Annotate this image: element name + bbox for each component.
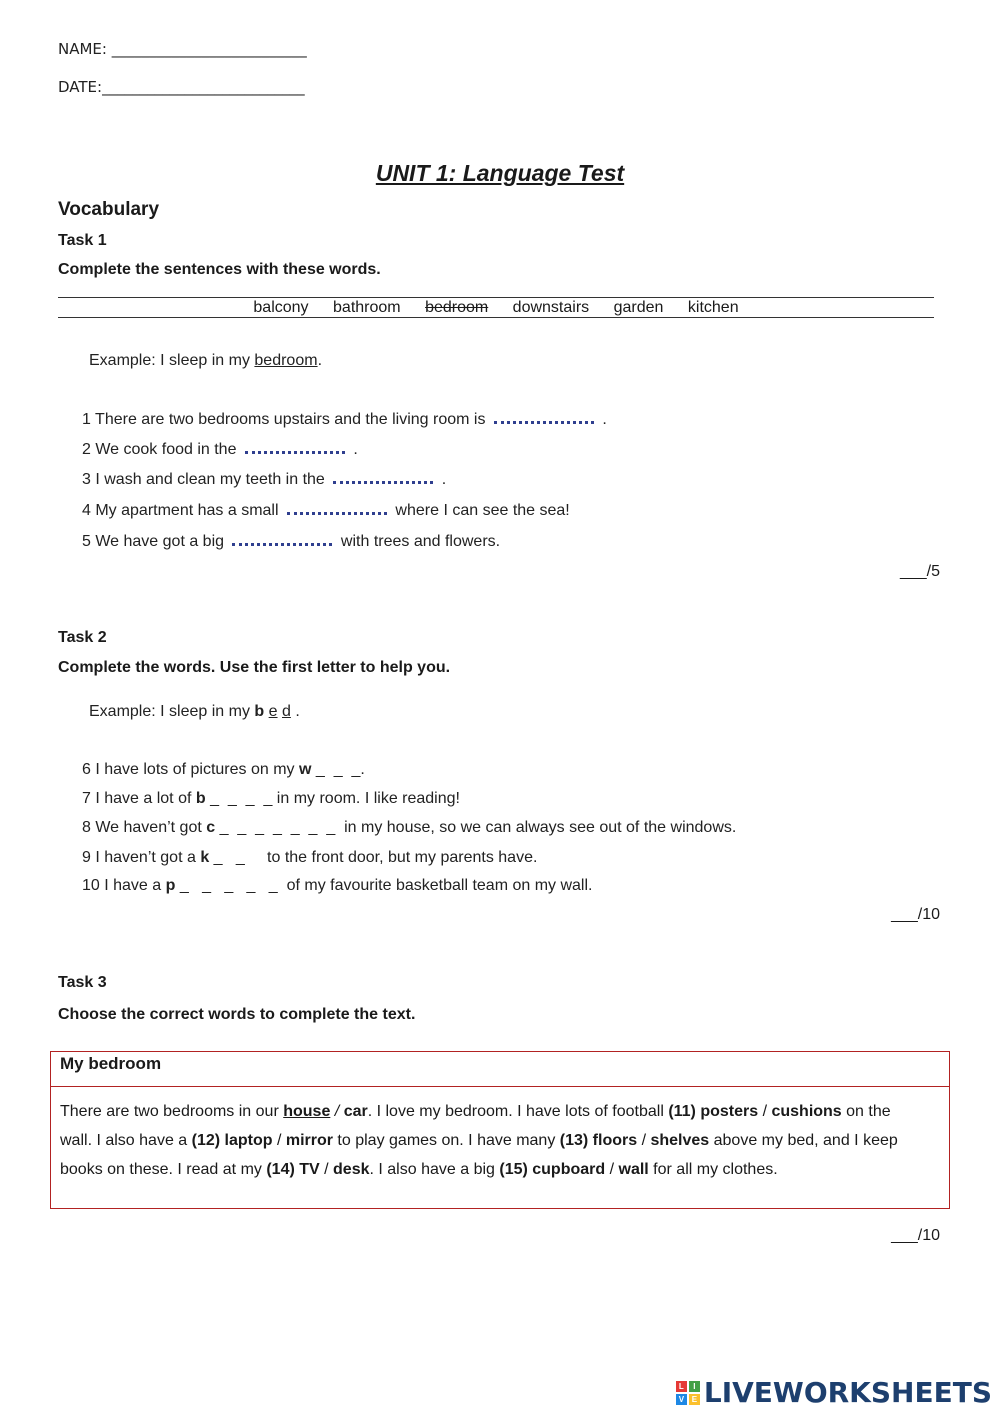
answer-blank-input[interactable] (494, 410, 594, 424)
logo-tile: L (676, 1381, 687, 1392)
task2-instruction: Complete the words. Use the first letter to help you. (58, 659, 451, 676)
liveworksheets-logo[interactable] (676, 1376, 992, 1409)
logo-tile: V (676, 1394, 687, 1405)
text-line: There are two bedrooms in our house / car. I love my bedroom. I have lots of football (11) posters / cushions on the (60, 1103, 891, 1120)
word-bank-item: bathroom (333, 299, 401, 316)
choice-option[interactable]: (13) floors (559, 1132, 638, 1149)
choice-option[interactable]: (14) TV (266, 1161, 320, 1178)
word-bank-item: downstairs (512, 299, 590, 316)
task1-item: 1 There are two bedrooms upstairs and the living room is . (82, 411, 607, 428)
task2-heading: Task 2 (58, 629, 107, 646)
choice-option[interactable]: (15) cupboard (499, 1161, 606, 1178)
task2-example: Example: I sleep in my b e d . (89, 703, 300, 720)
logo-icon (676, 1381, 700, 1405)
text-box (50, 1051, 950, 1209)
answer-blank-input[interactable] (287, 501, 387, 515)
task2-item: 6 I have lots of pictures on my w _ _ _. (82, 761, 365, 778)
section-heading: Vocabulary (58, 199, 160, 220)
task1-example: Example: I sleep in my bedroom. (89, 352, 323, 369)
task1-item: 3 I wash and clean my teeth in the . (82, 471, 447, 488)
word-bank-item: garden (613, 299, 664, 316)
task3-instruction: Choose the correct words to complete the text. (58, 1006, 416, 1023)
choice-option[interactable]: car (343, 1103, 368, 1120)
task1-item: 5 We have got a big with trees and flowers. (82, 533, 501, 550)
text-line: books on these. I read at my (14) TV / desk. I also have a big (15) cupboard / wall for all my clothes. (60, 1161, 778, 1178)
logo-tile: I (689, 1381, 700, 1392)
page-title: UNIT 1: Language Test (375, 160, 625, 186)
logo-text: LIVEWORKSHEETS (703, 1376, 992, 1409)
task2-item: 8 We haven’t got c _ _ _ _ _ _ _ in my house, so we can always see out of the windows. (82, 819, 737, 836)
task2-item: 9 I haven’t got a k _ _ to the front door, but my parents have. (82, 849, 538, 866)
task1-instruction: Complete the sentences with these words. (58, 261, 381, 278)
text-line: wall. I also have a (12) laptop / mirror to play games on. I have many (13) floors / shelves above my bed, and I keep (60, 1132, 898, 1149)
choice-option[interactable]: (11) posters (668, 1103, 759, 1120)
task1-heading: Task 1 (58, 232, 107, 249)
choice-option[interactable]: cushions (771, 1103, 842, 1120)
choice-option[interactable]: shelves (650, 1132, 710, 1149)
choice-option[interactable]: desk (333, 1161, 370, 1178)
choice-option-selected[interactable]: house (283, 1103, 331, 1120)
word-bank-bottom-rule (58, 317, 934, 318)
task2-item: 7 I have a lot of b _ _ _ _ in my room. I like reading! (82, 790, 460, 807)
task1-item: 2 We cook food in the . (82, 441, 358, 458)
answer-blank-input[interactable] (245, 440, 345, 454)
text-box-body (51, 1087, 949, 1194)
name-field-label: NAME: __________________________ (58, 40, 307, 58)
task3-score: ___/10 (891, 1227, 940, 1244)
date-field-label: DATE:___________________________ (58, 78, 305, 96)
word-bank-item: balcony (253, 299, 309, 316)
word-bank (58, 299, 934, 317)
task1-score: ___/5 (899, 563, 940, 580)
word-bank-item: kitchen (687, 299, 739, 316)
answer-blank-input[interactable] (232, 532, 332, 546)
task2-item: 10 I have a p _ _ _ _ _ of my favourite basketball team on my wall. (82, 877, 593, 894)
answer-blank-input[interactable] (333, 470, 433, 484)
choice-option[interactable]: mirror (285, 1132, 333, 1149)
task2-score: ___/10 (891, 906, 940, 923)
task3-heading: Task 3 (58, 974, 107, 991)
text-box-title: My bedroom (51, 1052, 949, 1087)
word-bank-top-rule (58, 297, 934, 298)
choice-option[interactable]: (12) laptop (191, 1132, 273, 1149)
choice-option[interactable]: wall (618, 1161, 649, 1178)
task1-item: 4 My apartment has a small where I can see the sea! (82, 502, 570, 519)
logo-tile: E (689, 1394, 700, 1405)
word-bank-item-used: bedroom (425, 299, 489, 316)
